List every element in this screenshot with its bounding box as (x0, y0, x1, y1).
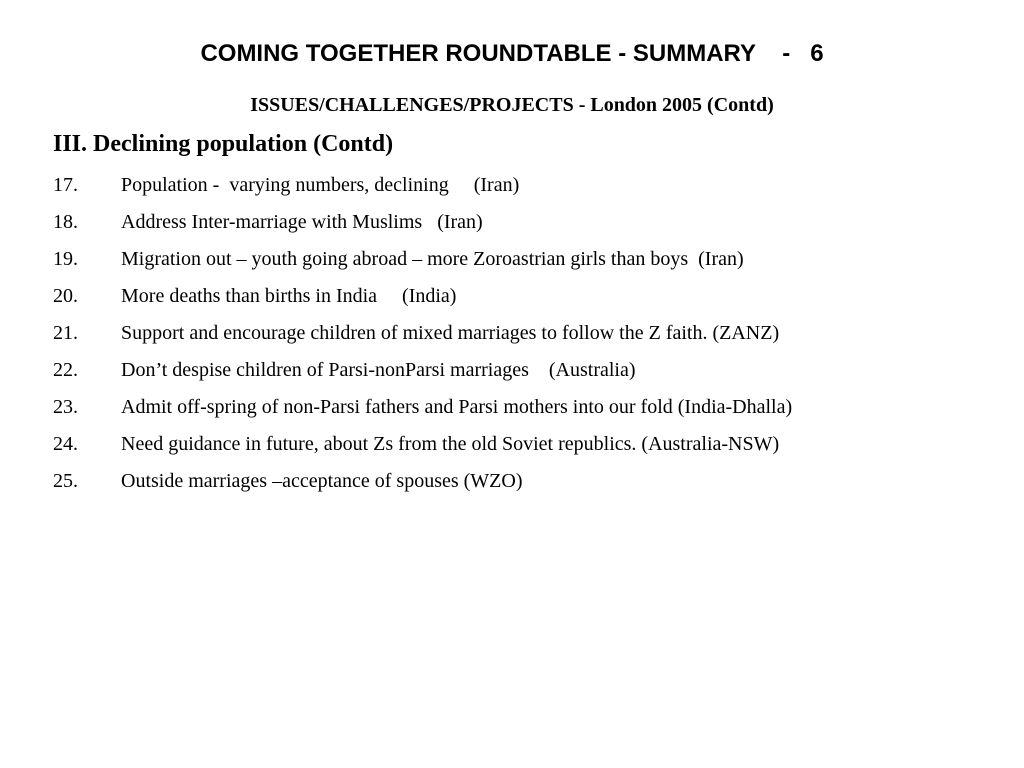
item-number: 24. (53, 433, 78, 455)
item-number: 21. (53, 322, 78, 344)
list-item (53, 210, 1013, 235)
item-text: More deaths than births in India (India) (121, 285, 457, 307)
list-item (53, 395, 1013, 420)
issues-list (53, 173, 1013, 506)
item-text: Need guidance in future, about Zs from the old Soviet republics. (Australia-NSW) (121, 433, 780, 455)
section-heading: III. Declining population (Contd) (53, 131, 394, 157)
item-text: Migration out – youth going abroad – more Zoroastrian girls than boys (Iran) (121, 248, 744, 270)
item-number: 23. (53, 396, 78, 418)
list-item (53, 321, 1013, 346)
item-number: 20. (53, 285, 78, 307)
item-number: 22. (53, 359, 78, 381)
item-number: 18. (53, 211, 78, 233)
item-number: 25. (53, 470, 78, 492)
slide-title: COMING TOGETHER ROUNDTABLE - SUMMARY - 6 (200, 40, 824, 67)
item-text: Admit off-spring of non-Parsi fathers and Parsi mothers into our fold (India-Dhalla) (121, 396, 793, 418)
item-text: Don’t despise children of Parsi-nonParsi marriages (Australia) (121, 359, 636, 381)
item-number: 19. (53, 248, 78, 270)
list-item (53, 284, 1013, 309)
list-item (53, 432, 1013, 457)
list-item (53, 173, 1013, 198)
item-text: Population - varying numbers, declining (Iran) (121, 174, 520, 196)
item-number: 17. (53, 174, 78, 196)
item-text: Support and encourage children of mixed marriages to follow the Z faith. (ZANZ) (121, 322, 780, 344)
item-text: Outside marriages –acceptance of spouses (WZO) (121, 470, 523, 492)
slide-subtitle: ISSUES/CHALLENGES/PROJECTS - London 2005 (Contd) (250, 94, 774, 116)
item-text: Address Inter-marriage with Muslims (Iran) (121, 211, 483, 233)
list-item (53, 247, 1013, 272)
list-item (53, 469, 1013, 494)
list-item (53, 358, 1013, 383)
